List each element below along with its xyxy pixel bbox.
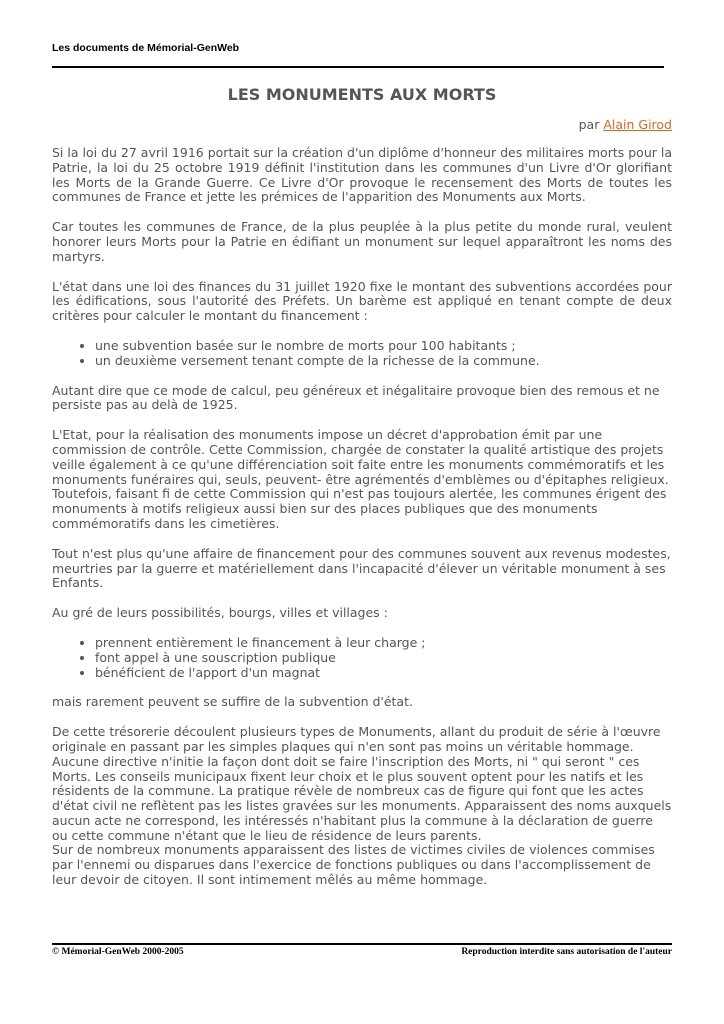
author-link[interactable]: Alain Girod xyxy=(603,117,672,132)
list-item: • prennent entièrement le financement à leur charge ; xyxy=(95,636,672,651)
paragraph: Au gré de leurs possibilités, bourgs, villes et villages : xyxy=(52,605,388,621)
document-title: LES MONUMENTS AUX MORTS xyxy=(227,85,497,104)
paragraph: Autant dire que ce mode de calcul, peu généreux et inégalitaire provoque bien des remous et ne persiste pas au delà de 1925. xyxy=(52,382,660,413)
paragraph: L'Etat, pour la réalisation des monuments impose un décret d'approbation émit par une commission de contrôle. Cette Commission, chargée de constater la qualité artistique des projets veille également à ce qu'une différenciation soit faite entre les monuments commémoratifs et les monuments funéraires qui, seuls, peuvent- être agrémentés d'emblèmes ou d'épitaphes religieux. Toutefois, faisant fi de cette Commission qui n'est pas toujours alertée, les communes érigent des monuments à motifs religieux aussi bien sur des places publiques que des monuments commémoratifs dans les cimetières. xyxy=(52,427,669,531)
paragraph: mais rarement peuvent se suffire de la subvention d'état. xyxy=(52,694,413,710)
header-divider xyxy=(52,66,664,68)
paragraph: Car toutes les communes de France, de la plus peuplée à la plus petite du monde rural, veulent honorer leurs Morts pour la Patrie en édifiant un monument sur lequel apparaîtront les noms des martyrs. xyxy=(52,219,672,264)
footer-copyright: © Mémorial-GenWeb 2000-2005 xyxy=(52,947,184,957)
paragraph: Sur de nombreux monuments apparaissent des listes de victimes civiles de violences commises par l'ennemi ou disparues dans l'exercice de fonctions publiques ou dans l'accomplissement de leur devoir de citoyen. Il sont intimement mêlés au même hommage. xyxy=(52,842,655,888)
paragraph: De cette trésorerie découlent plusieurs types de Monuments, allant du produit de série à l'œuvre originale en passant par les simples plaques qui n'en sont pas moins un véritable hommage. Aucune directive n'initie la façon dont doit se faire l'inscription des Morts, ni " qui seront " ces Morts. Les conseils municipaux fixent leur choix et le plus souvent optent pour les natifs et les résidents de la commune. La pratique révèle de nombreux cas de figure qui font que les actes d'état civil ne reflètent pas les listes gravées sur les monuments. Apparaissent des noms auxquels aucun acte ne correspond, les intéressés n'habitant plus la commune à la déclaration de guerre ou cette commune n'étant que le lieu de résidence de leurs parents. xyxy=(52,724,672,843)
financing-criteria-list xyxy=(52,339,672,369)
paragraph: Si la loi du 27 avril 1916 portait sur la création d'un diplôme d'honneur des militaires morts pour la Patrie, la loi du 25 octobre 1919 définit l'institution dans les communes d'un Livre d'Or glorifiant les Morts de la Grande Guerre. Ce Livre d'Or provoque le recensement des Morts de toutes les communes de France et jette les prémices de l'apparition des Monuments aux Morts. xyxy=(52,145,672,205)
list-item: • une subvention basée sur le nombre de morts pour 100 habitants ; xyxy=(95,339,672,354)
byline-prefix: par xyxy=(578,117,600,132)
funding-options-list xyxy=(52,636,672,680)
paragraph: Tout n'est plus qu'une affaire de financement pour des communes souvent aux revenus modestes, meurtries par la guerre et matériellement dans l'incapacité d'élever un véritable monument à ses Enfants. xyxy=(52,545,671,591)
footer-divider xyxy=(52,943,672,945)
header-title: Les documents de Mémorial-GenWeb xyxy=(52,42,240,54)
list-item: • un deuxième versement tenant compte de la richesse de la commune. xyxy=(95,354,672,369)
byline xyxy=(579,117,672,132)
list-item: • font appel à une souscription publique xyxy=(95,651,672,666)
paragraph: L'état dans une loi des finances du 31 juillet 1920 fixe le montant des subventions accordées pour les édifications, sous l'autorité des Préfets. Un barème est appliqué en tenant compte de deux critères pour calculer le montant du financement : xyxy=(52,278,672,324)
article-body xyxy=(52,146,672,903)
footer-notice: Reproduction interdite sans autorisation de l'auteur xyxy=(461,947,672,957)
list-item: • bénéficient de l'apport d'un magnat xyxy=(95,666,672,681)
